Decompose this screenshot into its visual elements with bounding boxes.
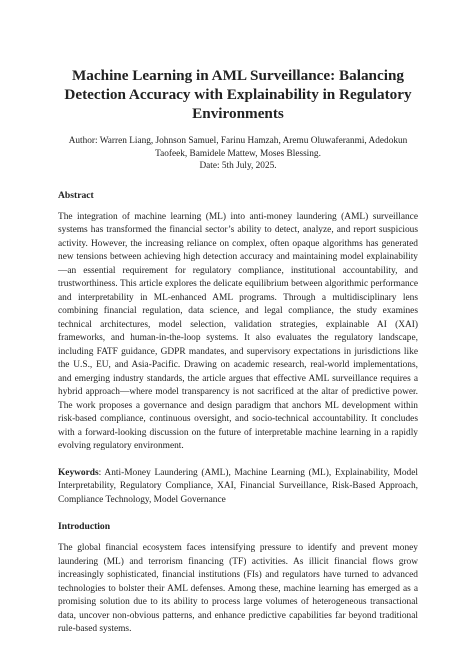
authors-line-2: Taofeek, Bamidele Mattew, Moses Blessing. — [155, 148, 321, 159]
introduction-heading: Introduction — [58, 521, 111, 532]
keywords-text: : Anti-Money Laundering (AML), Machine Learning (ML), Explainability, Model Interpretability, Regulatory Compliance, XAI, Financial Surveillance, Risk-Based Approach, Compliance Technology, Model Governance — [58, 467, 418, 505]
keywords-label: Keywords — [58, 467, 99, 478]
abstract-heading: Abstract — [58, 189, 94, 201]
abstract-text: The integration of machine learning (ML) into anti-money laundering (AML) surveillance systems has transformed the financial sector’s ability to detect, analyze, and report suspicious activity. However, the increasing reliance on complex, often opaque algorithms has generated new tensions between achieving high detection accuracy and maintaining model explainability—an essential requirement for regulatory compliance, institutional accountability, and trustworthiness. This article explores the delicate equilibrium between algorithmic performance and interpretability in ML-enhanced AML programs. Through a multidisciplinary lens combining financial regulation, data science, and legal compliance, the study examines technical architectures, model selection, validation strategies, explainable AI (XAI) frameworks, and human-in-the-loop systems. It also evaluates the regulatory landscape, including FATF guidance, GDPR mandates, and supervisory expectations in jurisdictions like the U.S., EU, and Asia-Pacific. Drawing on academic research, real-world implementations, and emerging industry standards, the article argues that effective AML surveillance requires a hybrid approach—where model transparency is not sacrificed at the altar of predictive power. The work proposes a governance and design paradigm that anchors ML development within risk-based compliance, continuous oversight, and socio-technical accountability. It concludes with a forward-looking discussion on the future of interpretable machine learning in a rapidly evolving regulatory environment. — [58, 211, 418, 451]
keywords-paragraph — [58, 467, 418, 508]
introduction-text: The global financial ecosystem faces intensifying pressure to identify and prevent money laundering (ML) and terrorism financing (TF) activities. As illicit financial flows grow increasingly sophisticated, financial institutions (FIs) and regulators have turned to advanced technologies to bolster their AML defenses. Among these, machine learning has emerged as a promising solution due to its ability to process large volumes of heterogeneous transactional data, uncover non-obvious patterns, and enhance predictive capabilities far beyond traditional rule-based systems. — [58, 543, 418, 634]
paper-title: Machine Learning in AML Surveillance: Balancing Detection Accuracy with Explainability in Regulatory Environments — [64, 67, 412, 122]
authors-line-1: Author: Warren Liang, Johnson Samuel, Farinu Hamzah, Aremu Oluwaferanmi, Adedokun — [68, 136, 408, 146]
author-block — [58, 135, 418, 173]
publication-date: Date: 5th July, 2025. — [199, 161, 277, 171]
